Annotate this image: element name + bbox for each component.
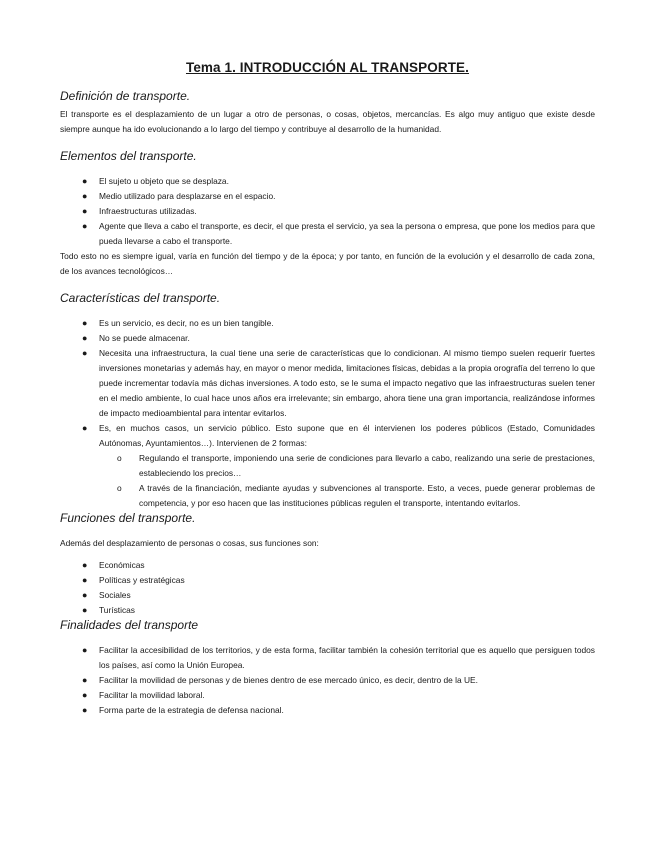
bullet-icon: ● [82,176,88,186]
bullet-icon: ● [82,690,88,700]
heading-funciones: Funciones del transporte. [60,511,196,525]
list-item: ● Infraestructuras utilizadas. [82,204,595,219]
list-item: ● Es, en muchos casos, un servicio público. Esto supone que en él intervienen los poderes públicos (Estado, Comunidades Autónomas, Ayuntamientos…). Intervienen de 2 formas: o Regulando el transporte, imponiendo una serie de condiciones para llevarlo a cabo, realizando una serie de prestaciones, estableciendo los precios… o A través de la financiación, mediante ayudas y subvenciones al transporte. Esto, a veces, puede generar problemas de competencia, y por eso hacen que las instituciones públicas regulen el transporte, intentando evitarlos. [82,421,595,511]
list-caracteristicas [60,316,595,511]
circle-bullet-icon: o [117,453,122,463]
bullet-icon: ● [82,705,88,715]
list-item: ● Sociales [82,588,595,603]
list-item: ● Facilitar la accesibilidad de los territorios, y de esta forma, facilitar también la cohesión territorial que es aquello que persiguen todos los países, así como la Unión Europea. [82,645,595,670]
list-item: ● El sujeto u objeto que se desplaza. [82,174,595,189]
circle-bullet-icon: o [117,483,122,493]
bullet-icon: ● [82,333,88,343]
heading-caracteristicas: Características del transporte. [60,291,221,305]
bullet-icon: ● [82,206,88,216]
sublist-formas [99,451,595,511]
paragraph-funciones-intro: Además del desplazamiento de personas o cosas, sus funciones son: [60,538,319,548]
list-item: ● No se puede almacenar. [82,331,595,346]
list-item: ● Necesita una infraestructura, la cual tiene una serie de características que lo condicionan. Al mismo tiempo suelen requerir fuertes inversiones monetarias y además hay, en mayor o menor medida, limitaciones físicas, debidas a la propia orografía del terreno lo que puede incrementar todavía más dichas inversiones. A todo esto, se le suma el impacto negativo que las infraestructuras suelen tener en el medio ambiente, lo cual hace unos años era irrelevante; sin embargo, ahora tiene una gran importancia, realizándose informes de impacto medioambiental para intentar evitarlos. [82,348,595,418]
list-item: ● Es un servicio, es decir, no es un bien tangible. [82,316,595,331]
bullet-icon: ● [82,560,88,570]
heading-elementos: Elementos del transporte. [60,149,197,163]
bullet-icon: ● [82,318,88,328]
bullet-icon: ● [82,221,88,231]
list-finalidades [60,643,595,718]
sublist-item: o Regulando el transporte, imponiendo una serie de condiciones para llevarlo a cabo, realizando una serie de prestaciones, estableciendo los precios… [117,453,595,478]
list-item: ● Turísticas [82,603,595,618]
sublist-item: o A través de la financiación, mediante ayudas y subvenciones al transporte. Esto, a veces, puede generar problemas de competencia, y por eso hacen que las instituciones públicas regulen el transporte, intentando evitarlos. [117,483,595,508]
heading-definicion: Definición de transporte. [60,89,191,103]
bullet-icon: ● [82,348,88,358]
bullet-icon: ● [82,191,88,201]
bullet-icon: ● [82,575,88,585]
list-item: ● Facilitar la movilidad de personas y de bienes dentro de ese mercado único, es decir, dentro de la UE. [82,673,595,688]
bullet-icon: ● [82,605,88,615]
list-elementos [60,174,595,249]
paragraph-definicion: El transporte es el desplazamiento de un lugar a otro de personas, o cosas, objetos, mercancías. Es algo muy antiguo que existe desde siempre aunque ha ido evolucionando a lo largo del tiempo y contribuye al desarrollo de la humanidad. [60,109,595,134]
bullet-icon: ● [82,590,88,600]
document-title: Tema 1. INTRODUCCIÓN AL TRANSPORTE. [185,60,470,75]
list-item: ● Forma parte de la estrategia de defensa nacional. [82,703,595,718]
bullet-icon: ● [82,645,88,655]
list-item: ● Agente que lleva a cabo el transporte, es decir, el que presta el servicio, ya sea la persona o empresa, que pone los medios para que pueda llevarse a cabo el transporte. [82,221,595,246]
heading-finalidades: Finalidades del transporte [60,618,199,632]
list-item: ● Políticas y estratégicas [82,573,595,588]
list-item: ● Facilitar la movilidad laboral. [82,688,595,703]
list-item: ● Medio utilizado para desplazarse en el espacio. [82,189,595,204]
paragraph-elementos-after: Todo esto no es siempre igual, varía en función del tiempo y de la época; y por tanto, en función de la evolución y el desarrollo de cada zona, de los avances tecnológicos… [60,251,595,276]
bullet-icon: ● [82,675,88,685]
list-item: ● Económicas [82,558,595,573]
list-funciones [60,558,595,618]
bullet-icon: ● [82,423,88,433]
